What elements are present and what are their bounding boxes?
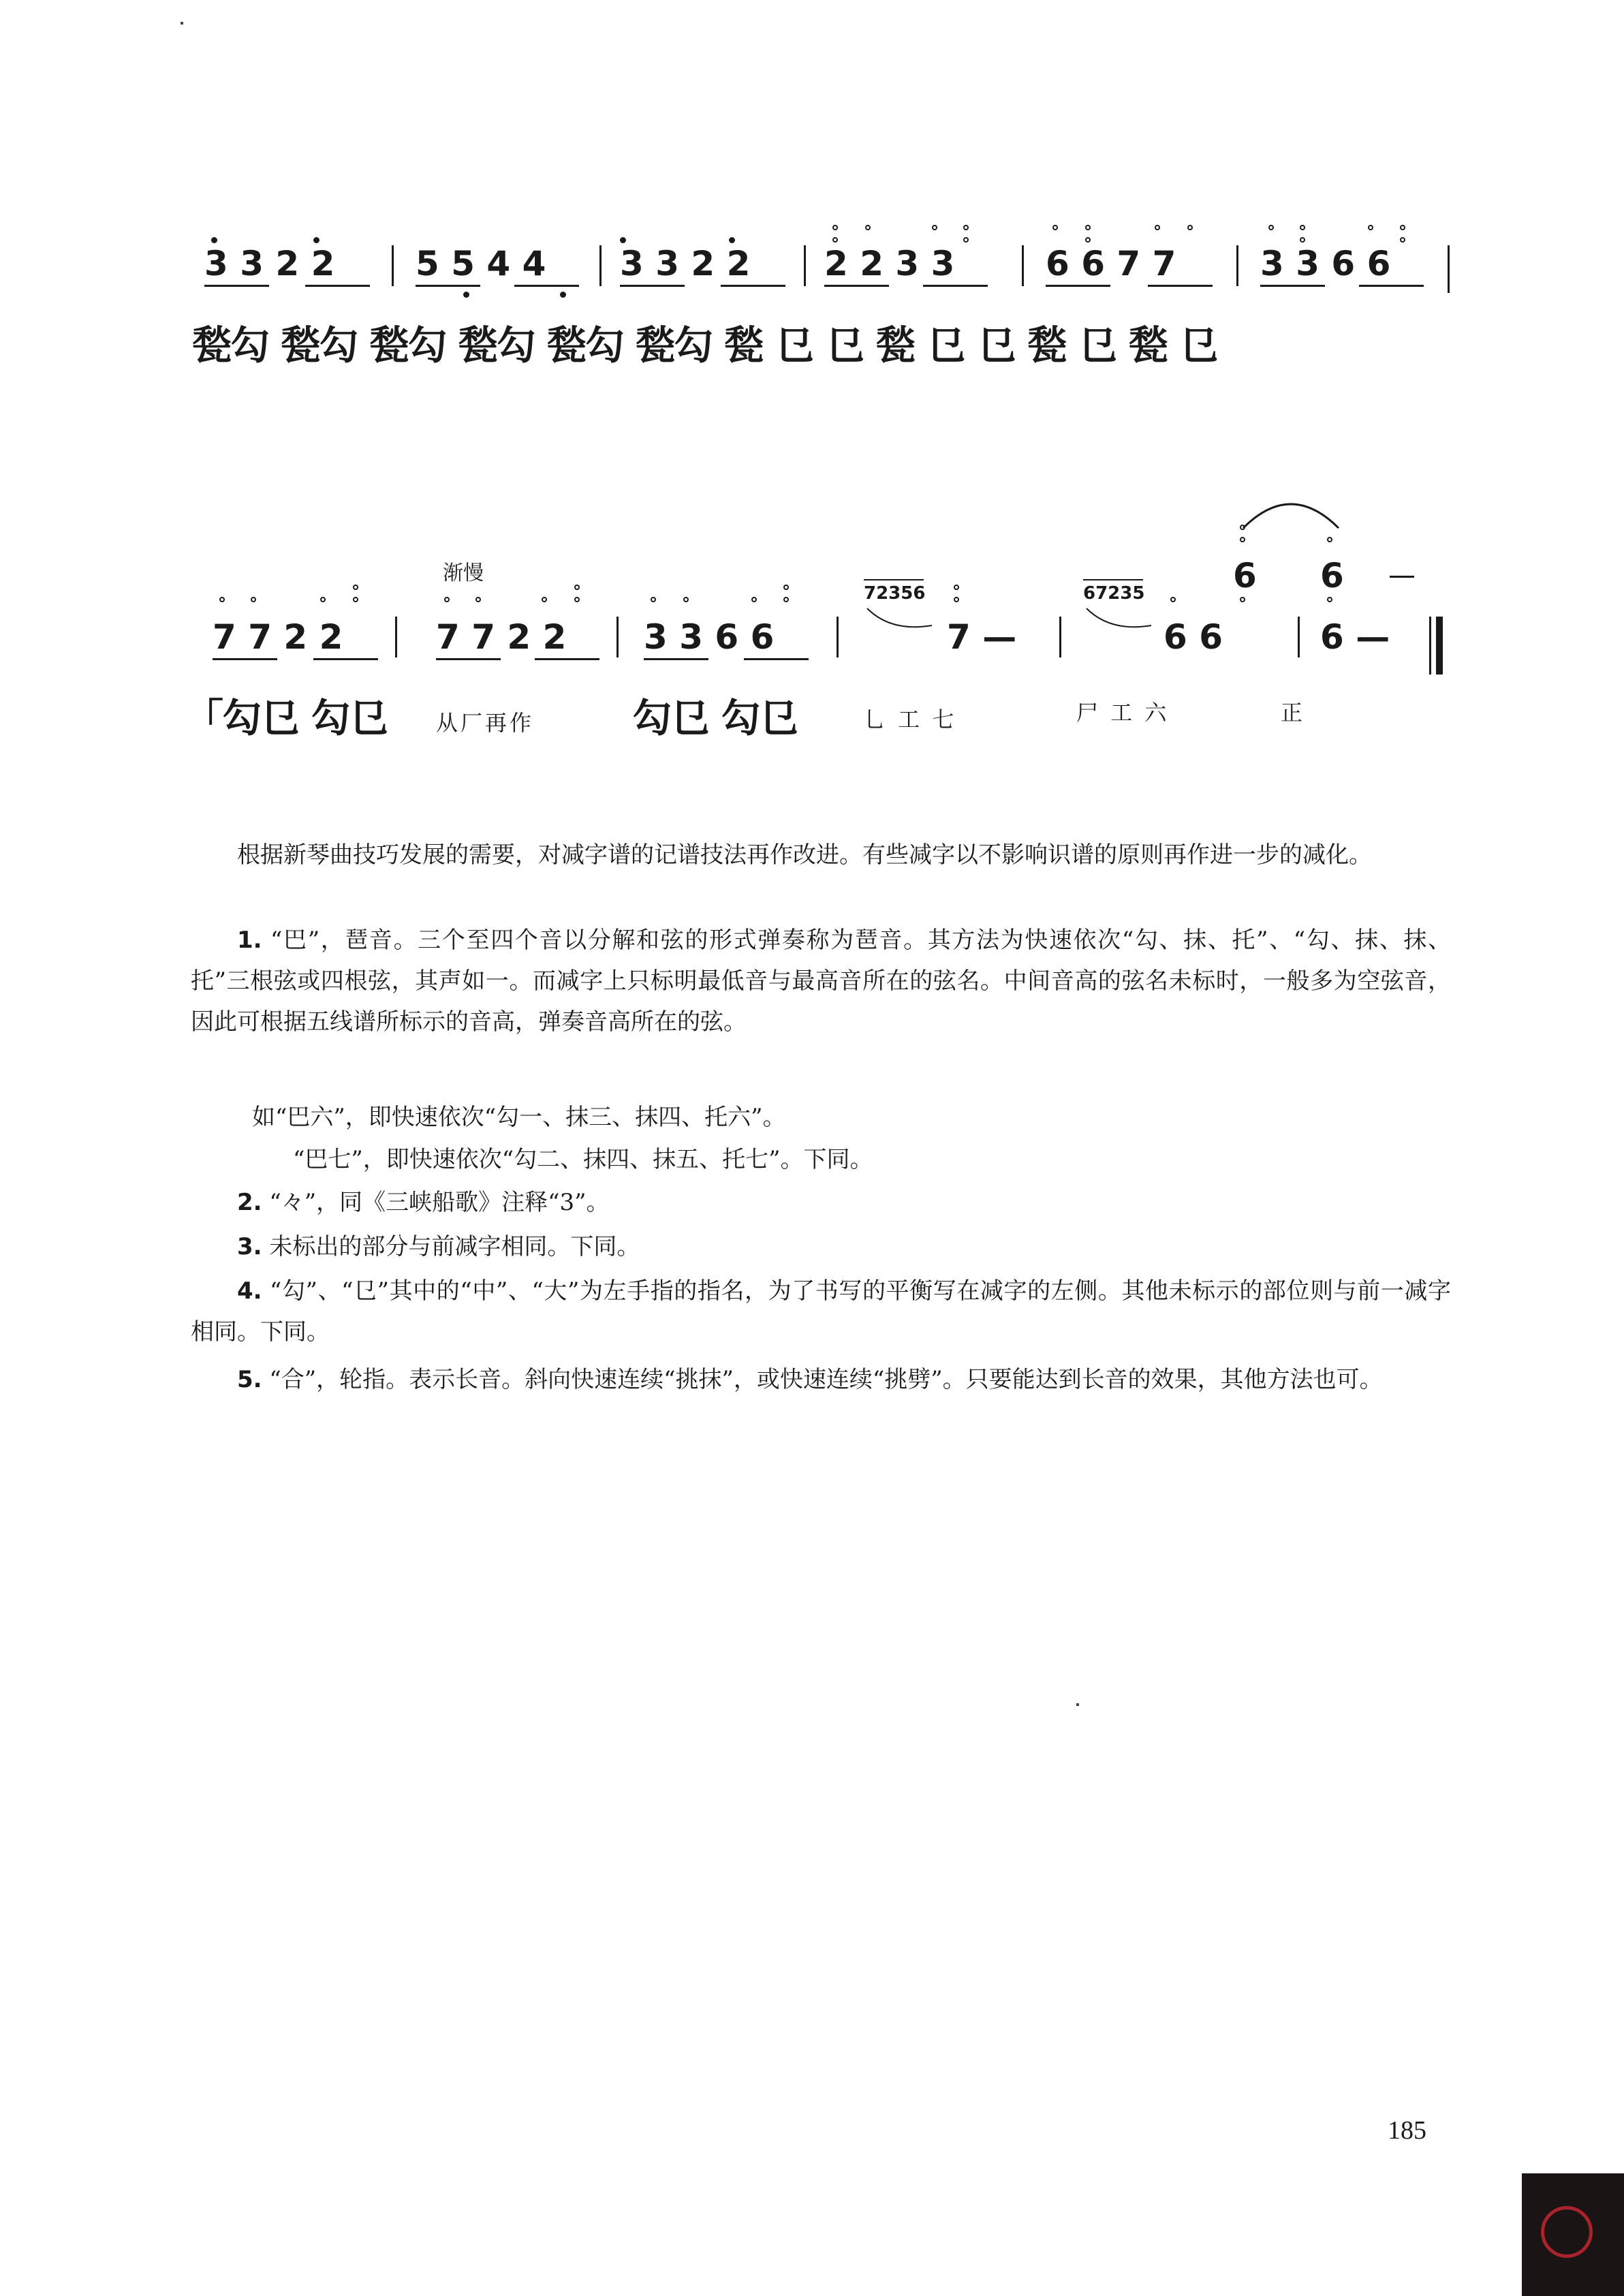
scan-mark: [1076, 1703, 1079, 1706]
octave-dot: [1155, 225, 1160, 230]
octave-dot: [1170, 597, 1176, 602]
example-1: [191, 1097, 1451, 1138]
example-2-text: “巴七”，即快速依次“勾二、抹四、抹五、托七”。下同。: [293, 1146, 873, 1173]
item-5-number: 5.: [237, 1366, 262, 1393]
item-4-text: “勾”、“㔾”其中的“中”、“大”为左手指的指名，为了书写的平衡写在减字的左侧。其他未标示的部位则与前一减字相同。下同。: [191, 1277, 1451, 1346]
grace-beam: [864, 579, 924, 580]
octave-dot: [783, 585, 789, 590]
octave-dot: [1240, 525, 1245, 530]
barline: [1059, 617, 1061, 657]
octave-dot: [353, 597, 358, 602]
beam: [204, 285, 269, 287]
octave-dot: [729, 237, 735, 243]
beam: [313, 658, 378, 660]
beam: [620, 285, 685, 287]
barline: [837, 617, 839, 657]
tie-arc: [1240, 491, 1342, 531]
grace-notes-1: 72356: [864, 583, 926, 604]
barline: [599, 245, 602, 286]
item-5-text: “合”，轮指。表示长音。斜向快速连续“挑抹”，或快速连续“挑劈”。只要能达到长音的效果，其他方法也可。: [269, 1366, 1383, 1393]
octave-dot: [832, 237, 838, 243]
octave-dot: [1400, 225, 1405, 230]
barline: [395, 617, 397, 657]
beam: [436, 658, 501, 660]
page-number: 185: [1388, 2116, 1426, 2145]
item-1-text: “巴”，琶音。三个至四个音以分解和弦的形式弹奏称为琶音。其方法为快速依次“勾、抹、托”、“勾、抹、抹、托”三根弦或四根弦，其声如一。而减字上只标明最低音与最高音所在的弦名。中间音高的弦名未标时，一般多为空弦音，因此可根据五线谱所标示的音高，弹奏音高所在的弦。: [191, 927, 1451, 1036]
octave-dot: [963, 237, 969, 243]
chord-note-1: 6: [1233, 556, 1257, 595]
beam: [721, 285, 785, 287]
beam: [744, 658, 809, 660]
tablature-line-2-mid: 勾㔾 勾㔾: [632, 695, 798, 741]
octave-dot: [320, 597, 326, 602]
beam: [1359, 285, 1424, 287]
octave-dot: [1268, 225, 1274, 230]
octave-dot: [751, 597, 757, 602]
octave-dot: [1368, 225, 1373, 230]
measure-6: 3 3 6 6: [1260, 244, 1391, 283]
octave-dot: [219, 597, 225, 602]
barline: [616, 617, 619, 657]
beam: [1148, 285, 1213, 287]
octave-dot: [783, 597, 789, 602]
octave-dot: [313, 237, 319, 243]
octave-dot: [1187, 225, 1193, 230]
octave-dot: [444, 597, 450, 602]
octave-dot: [1300, 225, 1305, 230]
item-2: [191, 1182, 1451, 1223]
item-4-number: 4.: [237, 1277, 262, 1305]
barline: [1448, 245, 1450, 293]
seal-ring-icon: [1541, 2206, 1593, 2258]
octave-dot: [865, 225, 871, 230]
seal-stamp: [1522, 2173, 1624, 2296]
octave-dot: [1085, 237, 1091, 243]
octave-dot: [1400, 237, 1405, 243]
measure-11: 6 6: [1164, 617, 1223, 657]
barline: [392, 245, 394, 286]
tablature-line-2-text: 从厂再作: [436, 710, 535, 736]
measure-1: 3 3 2 2: [204, 244, 335, 283]
beam: [824, 285, 889, 287]
octave-dot: [1300, 237, 1305, 243]
scan-mark: [181, 22, 183, 25]
intro-paragraph: [191, 835, 1451, 875]
item-2-text: “々”，同《三峡船歌》注释“3”。: [269, 1189, 610, 1216]
beam: [535, 658, 599, 660]
octave-dot: [353, 585, 358, 590]
octave-dot: [211, 237, 217, 243]
octave-dot: [651, 597, 656, 602]
octave-dot: [251, 597, 256, 602]
beam: [1046, 285, 1110, 287]
chord-note-2: 6: [1320, 556, 1344, 595]
final-barline-thick: [1436, 617, 1443, 674]
octave-dot: [954, 585, 959, 590]
octave-dot-below: [463, 292, 469, 298]
tablature-line-1: 甃勾 甃勾 甃勾 甃勾 甃勾 甃勾 甃 㔾 㔾 甃 㔾 㔾 甃 㔾 甃 㔾: [192, 322, 1217, 369]
octave-dot: [832, 225, 838, 230]
item-5: [191, 1359, 1451, 1400]
barline: [804, 245, 806, 286]
item-1-number: 1.: [237, 927, 262, 954]
grace-beam: [1083, 579, 1143, 580]
grace-slur: [1083, 605, 1158, 632]
item-3: [191, 1226, 1451, 1267]
grace-slur: [864, 605, 939, 632]
octave-dot: [574, 585, 580, 590]
item-2-number: 2.: [237, 1189, 262, 1216]
item-1: [191, 920, 1451, 1042]
tablature-line-2-left: 「勾㔾 勾㔾: [184, 695, 388, 741]
item-3-text: 未标出的部分与前减字相同。下同。: [269, 1233, 640, 1260]
octave-dot: [683, 597, 689, 602]
notation-staff: [0, 0, 1624, 749]
example-1-text: 如“巴六”，即快速依次“勾一、抹三、抹四、托六”。: [252, 1104, 786, 1131]
octave-dot: [1327, 537, 1332, 542]
tablature-line-2-right-1: 乚 工 七: [864, 707, 957, 732]
beam: [1260, 285, 1325, 287]
octave-dot-below: [560, 292, 566, 298]
octave-dot: [1240, 597, 1245, 602]
octave-dot: [542, 597, 547, 602]
measure-12: 6 —: [1320, 617, 1390, 657]
barline: [1022, 245, 1024, 286]
tempo-mark: 渐慢: [443, 561, 484, 585]
beam: [923, 285, 988, 287]
beam: [644, 658, 708, 660]
octave-dot: [1240, 537, 1245, 542]
example-2: [191, 1139, 1451, 1180]
measure-4: 2 2 3 3: [824, 244, 955, 283]
measure-5: 6 6 7 7: [1046, 244, 1176, 283]
item-4: [191, 1271, 1451, 1352]
final-barline-thin: [1429, 617, 1431, 674]
octave-dot: [963, 225, 969, 230]
octave-dot: [475, 597, 481, 602]
grace-notes-2: 67235: [1083, 583, 1145, 604]
barline: [1298, 617, 1300, 657]
octave-dot: [574, 597, 580, 602]
measure-3: 3 3 2 2: [620, 244, 751, 283]
octave-dot: [1052, 225, 1058, 230]
measure-2: 5 5 4 4: [416, 244, 546, 283]
measure-10: 7 —: [947, 617, 1017, 657]
item-3-number: 3.: [237, 1233, 262, 1260]
octave-dot: [932, 225, 937, 230]
tablature-line-2-right-2: 尸 工 六: [1076, 700, 1170, 726]
measure-9: 3 3 6 6: [644, 617, 775, 657]
octave-dot: [954, 597, 959, 602]
octave-dot: [1085, 225, 1091, 230]
tablature-line-2-end: 正: [1281, 700, 1306, 726]
octave-dot: [1327, 597, 1332, 602]
measure-7: 7 7 2 2: [213, 617, 343, 657]
beam: [514, 285, 579, 287]
measure-8: 7 7 2 2: [436, 617, 567, 657]
octave-dot: [620, 237, 626, 243]
dash: [1390, 576, 1414, 578]
barline: [1236, 245, 1238, 286]
beam: [305, 285, 370, 287]
intro-text: 根据新琴曲技巧发展的需要，对减字谱的记谱技法再作改进。有些减字以不影响识谱的原则再作进一步的减化。: [237, 841, 1372, 869]
beam: [416, 285, 480, 287]
beam: [213, 658, 277, 660]
